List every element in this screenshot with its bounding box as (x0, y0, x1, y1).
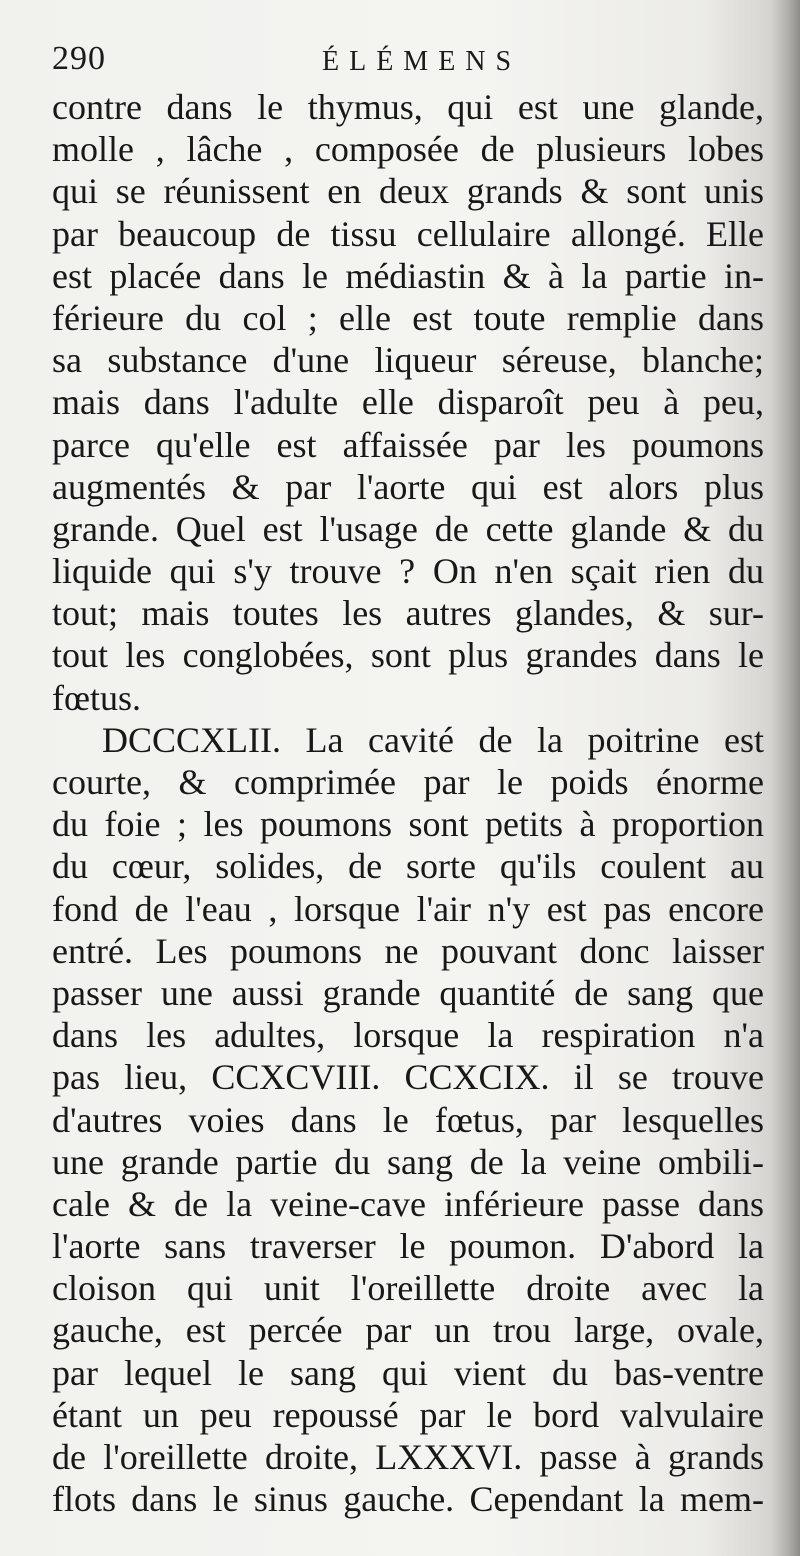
text-line: qui se réunissent en deux grands & sont unis (52, 171, 764, 212)
text-line: férieure du col ; elle est toute remplie dans (52, 297, 764, 338)
text-line: mais dans l'adulte elle disparoît peu à peu, (52, 382, 764, 423)
page-number: 290 (52, 40, 106, 77)
text-line: entré. Les poumons ne pouvant donc laisser (52, 930, 764, 971)
body-text (52, 86, 764, 1520)
text-line: augmentés & par l'aorte qui est alors plus (52, 466, 764, 507)
text-line: courte, & comprimée par le poids énorme (52, 762, 764, 802)
text-line: fœtus. (52, 677, 141, 718)
text-line: par lequel le sang qui vient du bas-ventre (52, 1352, 764, 1393)
text-line: grande. Quel est l'usage de cette glande & du (52, 508, 764, 549)
text-line: tout les conglobées, sont plus grandes dans le (52, 635, 764, 676)
text-line: de l'oreillette droite, LXXXVI. passe à grands (52, 1437, 764, 1477)
text-line: sa substance d'une liqueur séreuse, blanche; (52, 340, 764, 381)
page-edge-shadow (772, 0, 800, 1556)
text-line: étant un peu repoussé par le bord valvulaire (52, 1394, 764, 1435)
text-line: flots dans le sinus gauche. Cependant la mem- (52, 1479, 764, 1520)
text-line: du cœur, solides, de sorte qu'ils coulent au (52, 846, 764, 887)
text-line: une grande partie du sang de la veine ombili- (52, 1141, 764, 1182)
running-title: ÉLÉMENS (322, 46, 522, 77)
text-line: dans les adultes, lorsque la respiration n'a (52, 1015, 764, 1056)
text-line: gauche, est percée par un trou large, ovale, (52, 1310, 764, 1351)
text-line: fond de l'eau , lorsque l'air n'y est pas encore (52, 888, 764, 929)
text-line: molle , lâche , composée de plusieurs lobes (52, 129, 764, 170)
text-line: parce qu'elle est affaissée par les poumons (52, 424, 764, 465)
text-line: tout; mais toutes les autres glandes, & sur- (52, 593, 764, 634)
text-line: est placée dans le médiastin & à la partie in- (52, 255, 764, 296)
text-line: liquide qui s'y trouve ? On n'en sçait rien du (52, 551, 764, 592)
running-head (52, 38, 752, 88)
text-line: DCCCXLII. La cavité de la poitrine est (102, 719, 764, 760)
text-line: cale & de la veine-cave inférieure passe dans (52, 1183, 764, 1224)
text-line: par beaucoup de tissu cellulaire allongé. Elle (52, 213, 764, 254)
text-line: du foie ; les poumons sont petits à proportion (52, 804, 764, 845)
text-line: cloison qui unit l'oreillette droite avec la (52, 1268, 764, 1309)
text-line: l'aorte sans traverser le poumon. D'abord la (52, 1226, 764, 1267)
text-line: passer une aussi grande quantité de sang que (52, 972, 764, 1013)
text-line: d'autres voies dans le fœtus, par lesquelles (52, 1099, 764, 1140)
text-line: pas lieu, CCXCVIII. CCXCIX. il se trouve (52, 1057, 764, 1098)
text-line: contre dans le thymus, qui est une glande, (52, 87, 764, 127)
